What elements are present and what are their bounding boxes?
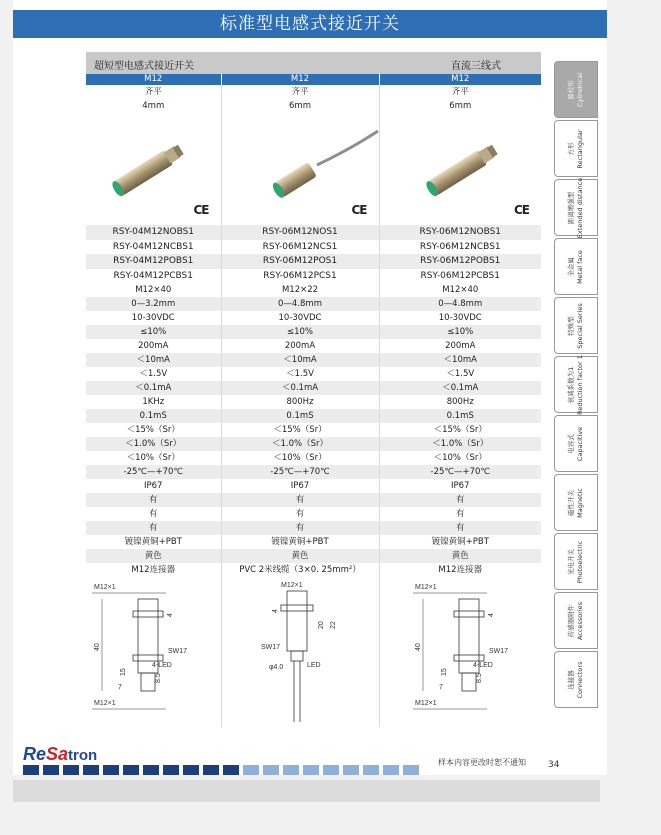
spec-row [86,493,541,507]
sensor-photo-connector [380,113,542,225]
model-cell: RSY-06M12POBS1 [379,254,541,269]
spec-cell: 0.1mS [221,409,379,423]
spec-row [86,423,541,437]
svg-text:15: 15 [441,668,449,676]
footer-stripe [103,765,119,775]
subheader [86,52,541,74]
ce-mark: CE [351,203,367,217]
spec-cell: 有 [221,521,379,535]
footer-stripe [23,765,39,775]
spec-cell: ＜1.0%（Sr） [379,437,541,451]
footer-stripe [363,765,379,775]
drawing-row [86,577,541,727]
spec-row [86,465,541,479]
dimension-drawing-b [225,577,375,722]
footer-stripe [343,765,359,775]
svg-text:M12×1: M12×1 [415,700,437,707]
subheader-right: 直流三线式 [451,61,501,72]
sensor-photo-cable [222,113,379,225]
spec-row [86,339,541,353]
spec-cell: 有 [379,493,541,507]
sidebar-tab-cn: 全金属 [567,256,575,277]
mount-cell: 齐平 [86,85,221,99]
spec-cell: -25℃—+70℃ [221,465,379,479]
spec-cell: ＜1.5V [86,367,221,381]
sidebar-tab[interactable] [554,592,598,649]
sidebar-tab-en: Magnetic [576,487,584,518]
footer-stripe [183,765,199,775]
spec-cell: 0.1mS [379,409,541,423]
spec-row [86,297,541,311]
image-row [86,113,541,225]
svg-text:40: 40 [94,643,102,651]
svg-text:15: 15 [120,668,128,676]
sidebar-tab-cn: 磁性开关 [567,489,575,516]
svg-text:SW17: SW17 [168,648,188,655]
spec-row [86,479,541,493]
sidebar-tab[interactable] [554,297,598,354]
spec-row [86,409,541,423]
svg-text:SW17: SW17 [489,648,509,655]
ce-mark: CE [193,203,209,217]
footer-stripe [123,765,139,775]
footer-stripe [403,765,419,775]
svg-text:M12×1: M12×1 [415,584,437,591]
page-number: 34 [548,760,560,770]
spec-row [86,325,541,339]
svg-text:LED: LED [307,662,321,669]
model-cell: RSY-06M12NCS1 [221,240,379,255]
spec-cell: 10-30VDC [438,313,482,323]
footer-stripe [323,765,339,775]
spec-cell: 黄色 [221,549,379,563]
spec-row [86,437,541,451]
spec-row [86,521,541,535]
brand-logo: ReSatron [23,744,98,764]
spec-cell: 1KHz [86,395,221,409]
sidebar-tab-en: Cylindrical [576,72,584,107]
spec-table [86,74,541,727]
distance-cell: 6mm [221,99,379,113]
drawing-cell [86,577,221,727]
svg-text:8.5: 8.5 [155,673,163,683]
spec-cell: IP67 [451,481,470,491]
svg-text:20: 20 [318,621,325,629]
spec-cell: ≤10% [221,325,379,339]
spec-cell: M12连接器 [86,563,221,577]
sidebar-tab[interactable] [554,179,598,236]
sensor-photo-connector [86,113,221,225]
spec-row [86,451,541,465]
spec-cell: IP67 [86,479,221,493]
sidebar-tab[interactable] [554,415,598,472]
spec-row [86,549,541,563]
spec-sheet [86,52,541,727]
thread-cell: M12 [86,74,221,85]
footer-stripe [83,765,99,775]
model-cell: RSY-06M12NOBS1 [379,225,541,240]
model-cell: RSY-06M12POS1 [221,254,379,269]
spec-cell: 镀镍黄铜+PBT [86,535,221,549]
spec-cell: M12连接器 [438,565,483,575]
spec-cell: ＜10mA [221,353,379,367]
mount-row [86,85,541,99]
spec-cell: ＜0.1mA [221,381,379,395]
footer-stripe [143,765,159,775]
svg-text:40: 40 [415,643,423,651]
spec-cell: 0.1mS [86,409,221,423]
spec-row [86,311,541,325]
model-row [86,269,541,284]
model-cell: RSY-04M12NCBS1 [86,240,221,255]
sidebar-tab-en: Photoelectric [576,540,584,583]
footer-stripe [203,765,219,775]
spec-cell: ＜1.5V [446,369,475,379]
spec-cell: ＜15%（Sr） [221,423,379,437]
sidebar-tab-en: Metal face [576,249,584,284]
footer-stripe [243,765,259,775]
sidebar-tab-cn: 距离增强型 [567,191,575,224]
spec-cell: 有 [86,521,221,535]
thread-cell: M12 [379,74,541,85]
spec-cell: ＜1.5V [221,367,379,381]
model-cell: RSY-04M12NOBS1 [86,225,221,240]
spec-cell: ＜15%（Sr） [433,425,487,435]
distance-row [86,99,541,113]
spec-cell: 有 [86,493,221,507]
model-cell: RSY-06M12PCBS1 [420,270,500,281]
spec-cell: -25℃—+70℃ [86,465,221,479]
drawing-cell [221,577,379,727]
svg-text:φ4.0: φ4.0 [269,664,284,671]
spec-cell: 10-30VDC [86,311,221,325]
sidebar-tab[interactable] [554,474,598,531]
distance-cell: 6mm [449,101,472,111]
spec-cell: ≤10% [86,325,221,339]
spec-cell: ＜0.1mA [86,381,221,395]
spec-cell: ＜15%（Sr） [86,423,221,437]
sidebar-tab-cn: 光电开关 [567,548,575,575]
spec-cell: 0—4.8mm [221,297,379,311]
svg-text:SW17: SW17 [261,644,281,651]
spec-cell: 有 [221,493,379,507]
page-title: 标准型电感式接近开关 [13,10,607,38]
sidebar-tab-en: Connectors [576,661,584,698]
sidebar-tab-en: Reduction factor 1 [576,354,584,415]
spec-cell: ＜1.0%（Sr） [221,437,379,451]
spec-cell: 黄色 [379,549,541,563]
spec-cell: 镀镍黄铜+PBT [431,537,489,547]
footer-stripe [383,765,399,775]
model-cell: RSY-04M12POBS1 [86,254,221,269]
spec-cell: ≤10% [379,325,541,339]
sidebar-tab-en: Special Series [576,302,584,349]
sidebar-tab[interactable] [554,238,598,295]
sidebar-tab-cn: 连接器 [567,669,575,690]
spec-cell: IP67 [221,479,379,493]
mount-cell: 齐平 [451,87,469,97]
spec-cell: ＜10%（Sr） [86,451,221,465]
sidebar-tab[interactable] [554,61,598,118]
spec-cell: M12×40 [442,285,479,295]
spec-cell: 有 [86,507,221,521]
sidebar-tab-cn: 传感器附件 [567,604,575,637]
spec-cell: 0—3.2mm [86,297,221,311]
svg-text:M12×1: M12×1 [281,582,303,589]
svg-text:4: 4 [167,613,175,617]
spec-cell: 200mA [86,339,221,353]
spec-cell: -25℃—+70℃ [379,465,541,479]
svg-text:M12×1: M12×1 [94,700,116,707]
spec-cell: 800Hz [446,397,474,407]
spec-cell: ＜1.0%（Sr） [86,437,221,451]
footer-stripe [303,765,319,775]
subheader-left: 超短型电感式接近开关 [94,61,194,72]
sidebar-tab[interactable] [554,120,598,177]
footer-note: 样本内容更改时恕不通知 [438,758,526,767]
sidebar-tab[interactable] [554,651,598,708]
model-row [86,225,541,240]
spec-cell: 有 [455,509,465,519]
spec-row [86,507,541,521]
svg-text:8.5: 8.5 [476,673,484,683]
spec-row [86,353,541,367]
spec-cell: 有 [379,521,541,535]
svg-text:22: 22 [330,621,337,629]
footer-stripe [283,765,299,775]
spec-cell: 黄色 [86,549,221,563]
sidebar-tab-cn: 电容式 [567,433,575,454]
sidebar-tab-cn: 特殊型 [567,315,575,336]
ce-mark: CE [513,203,529,217]
sidebar-tab-cn: 方形 [567,142,575,155]
sidebar-tab-en: Accessories [576,601,584,640]
spec-row [86,563,541,577]
spec-cell: 有 [221,507,379,521]
dimension-drawing-c [395,577,525,722]
dimension-drawing-a [88,577,218,722]
spec-cell: 200mA [221,339,379,353]
model-cell: RSY-06M12NOS1 [221,225,379,240]
svg-text:M12×1: M12×1 [94,584,116,591]
spec-cell: 800Hz [221,395,379,409]
spec-cell: PVC 2米线缆（3×0. 25mm²） [221,563,379,577]
svg-text:4-LED: 4-LED [473,662,494,669]
thread-row [86,74,541,85]
thread-cell: M12 [221,74,379,85]
spec-cell: 10-30VDC [221,311,379,325]
sidebar-tab-cn: 圆柱形 [567,79,575,100]
distance-cell: 4mm [86,99,221,113]
spec-cell: ＜10%（Sr） [433,453,487,463]
sidebar-tab[interactable] [554,356,598,413]
footer-stripe [63,765,79,775]
footer-stripe [263,765,279,775]
spec-row [86,283,541,297]
spec-cell: ＜0.1mA [379,381,541,395]
category-sidebar [554,61,596,710]
spec-row [86,395,541,409]
drawing-cell [379,577,541,727]
spec-row [86,535,541,549]
footer-stripes [23,765,419,775]
footer-stripe [163,765,179,775]
footer-stripe [223,765,239,775]
model-cell: RSY-06M12PCS1 [221,269,379,284]
spec-row [86,367,541,381]
model-cell: RSY-04M12PCBS1 [86,269,221,284]
sidebar-tab-cn: 衰减系数为1 [567,366,575,403]
spec-cell: ＜10mA [379,353,541,367]
model-row [86,254,541,269]
spec-cell: M12×40 [86,283,221,297]
spec-cell: ＜10mA [86,353,221,367]
mount-cell: 齐平 [221,85,379,99]
svg-text:4: 4 [272,609,279,613]
svg-text:7: 7 [118,684,123,691]
svg-text:7: 7 [439,684,444,691]
sidebar-tab-en: Rectangular [576,128,584,169]
spec-cell: 200mA [445,341,476,351]
svg-text:4: 4 [488,613,496,617]
spec-body [86,283,541,577]
footer-stripe [43,765,59,775]
sidebar-tab-en: Extended distance [576,177,584,238]
model-row [86,240,541,255]
bottom-band [13,780,600,802]
svg-text:4-LED: 4-LED [152,662,173,669]
spec-cell: M12×22 [221,283,379,297]
spec-row [86,381,541,395]
model-cell: RSY-06M12NCBS1 [419,241,501,252]
spec-cell: 0—4.8mm [379,297,541,311]
sidebar-tab[interactable] [554,533,598,590]
sidebar-tab-en: Capacitive [576,426,584,461]
spec-cell: 镀镍黄铜+PBT [221,535,379,549]
spec-cell: ＜10%（Sr） [221,451,379,465]
